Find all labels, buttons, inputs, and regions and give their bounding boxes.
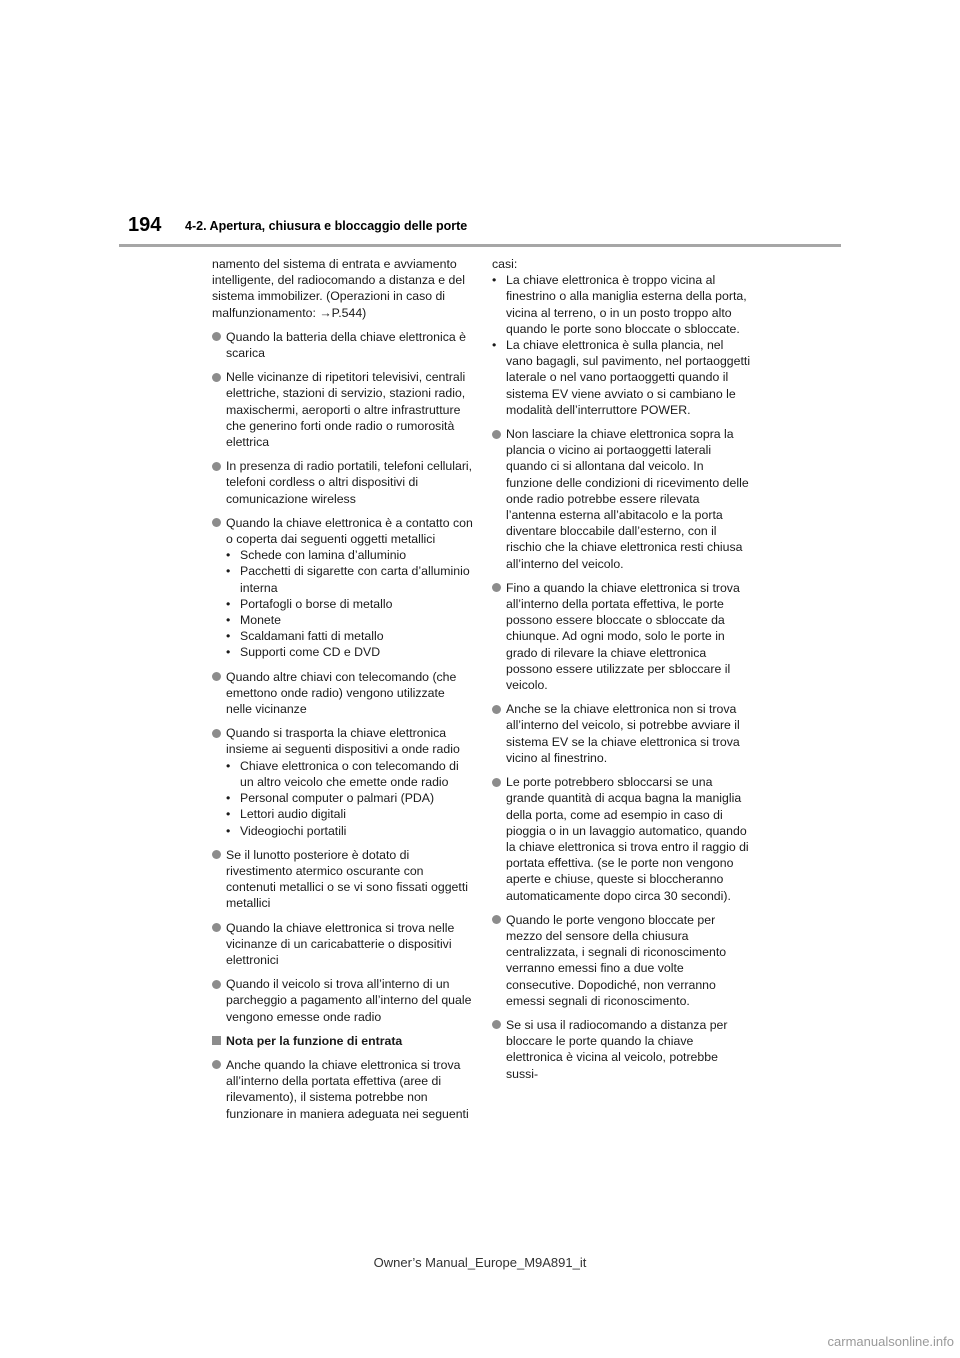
- square-bullet-icon: [212, 1036, 221, 1045]
- list-item: [212, 669, 474, 718]
- list-item-text: Quando la chiave elettronica si trova nelle vicinanze di un caricabatterie o dispositivi elettronici: [226, 920, 455, 967]
- sub-list-item: • Personal computer o palmari (PDA): [226, 791, 435, 806]
- watermark: carmanualsonline.info: [827, 1334, 954, 1349]
- list-item-text: Le porte potrebbero sbloccarsi se una grande quantità di acqua bagna la maniglia della porta, come ad esempio in caso di pioggia o in un lavaggio automatico, quando la chiave elettronica si trova entro il raggio di portata effettiva. (se le porte non vengono aperte e chiuse, queste si bloccheranno automaticamente dopo circa 30 secondi).: [506, 775, 749, 903]
- list-item-text: Nelle vicinanze di ripetitori televisivi, centrali elettriche, stazioni di servizio, stazioni radio, maxischermi, aeroporti o altre infrastrutture che generino forti onde radio o rumorosità elettrica: [226, 370, 466, 450]
- sub-list: [226, 547, 474, 660]
- bullet-dot-icon: [212, 462, 221, 471]
- bullet-dot-icon: [212, 1060, 221, 1069]
- sub-list: [226, 758, 474, 839]
- list-item: [212, 847, 474, 912]
- list-item-text: In presenza di radio portatili, telefoni cellulari, telefoni cordless o altri dispositivi di comunicazione wireless: [226, 459, 473, 506]
- sub-list-item: • Lettori audio digitali: [226, 807, 346, 822]
- bullet-dot-icon: [212, 672, 221, 681]
- list-item: [212, 920, 474, 969]
- bullet-dot-icon: [212, 518, 221, 527]
- list-item-text: Anche quando la chiave elettronica si trova all’interno della portata effettiva (aree di rilevamento), il sistema potrebbe non funzionare in maniera adeguata nei seguenti: [226, 1057, 469, 1121]
- bullet-dot-icon: [492, 705, 501, 714]
- subsection-heading-text: Nota per la funzione di entrata: [226, 1033, 403, 1048]
- right-column: [492, 256, 752, 1082]
- sub-list-item: • La chiave elettronica è troppo vicina al finestrino o alla maniglia esterna della porta, vicina al terreno, o in un posto troppo alto quando le porte sono bloccate o sbloccate.: [492, 273, 747, 336]
- sub-list-item: • La chiave elettronica è sulla plancia, nel vano bagagli, sul pavimento, nel portaoggetti laterale o nel vano portaoggetti quando il sistema EV viene avviato o si cambiano le modalità dell’interruttore POWER.: [492, 338, 751, 417]
- bullet-dot-icon: [492, 583, 501, 592]
- list-item-text: Quando la batteria della chiave elettronica è scarica: [226, 329, 466, 361]
- sub-list-item: • Chiave elettronica o con telecomando di un altro veicolo che emette onde radio: [226, 758, 459, 789]
- sub-list-item: • Pacchetti di sigarette con carta d’alluminio interna: [226, 564, 470, 595]
- sub-list-item: • Supporti come CD e DVD: [226, 645, 381, 660]
- list-item: [492, 701, 752, 766]
- bullet-dot-icon: [212, 729, 221, 738]
- list-item: [212, 725, 474, 838]
- list-item: [212, 1057, 474, 1122]
- list-item-text: Non lasciare la chiave elettronica sopra la plancia o vicino ai portaoggetti laterali quando ci si allontana dal veicolo. In funzione delle condizioni di ricevimento delle onde radio potrebbe essere rilevata l’antenna esterna all’abitacolo e la porta diventare bloccabile dall’esterno, con il rischio che la chiave elettronica resti chiusa all’interno del veicolo.: [506, 427, 749, 571]
- header-rule: [119, 244, 841, 247]
- list-item: [212, 515, 474, 661]
- list-item-text: Quando la chiave elettronica è a contatto con o coperta dai seguenti oggetti metallici: [226, 515, 473, 547]
- footer-manual-name: Owner’s Manual_Europe_M9A891_it: [373, 1255, 587, 1270]
- list-item: [492, 426, 752, 572]
- section-title: 4-2. Apertura, chiusura e bloccaggio delle porte: [185, 219, 468, 233]
- list-item-text: Quando il veicolo si trova all’interno di un parcheggio a pagamento all’interno del quale vengono emesse onde radio: [226, 977, 472, 1024]
- bullet-dot-icon: [212, 980, 221, 989]
- left-intro-paragraph: namento del sistema di entrata e avviamento intelligente, del radiocomando a distanza e del sistema immobilizer. (Operazioni in caso di malfunzionamento: →P.544): [212, 257, 465, 320]
- list-item: [492, 912, 752, 1009]
- bullet-dot-icon: [212, 373, 221, 382]
- bullet-dot-icon: [492, 430, 501, 439]
- sub-list-item: • Schede con lamina d’alluminio: [226, 548, 407, 563]
- sub-list-item: • Portafogli o borse di metallo: [226, 596, 393, 611]
- bullet-dot-icon: [212, 850, 221, 859]
- sub-list-item: • Monete: [226, 613, 282, 628]
- right-intro-paragraph: casi:: [492, 257, 518, 271]
- list-item-text: Fino a quando la chiave elettronica si trova all’interno della portata effettiva, le porte possono essere bloccate o sbloccate da chiunque. Ad ogni modo, solo le porte in grado di rilevare la chiave elettronica possono essere utilizzate per sbloccare il veicolo.: [506, 580, 740, 693]
- list-item: [492, 774, 752, 904]
- list-item: [212, 329, 474, 361]
- bullet-dot-icon: [212, 923, 221, 932]
- list-item: [212, 458, 474, 507]
- sub-list-item: • Videogiochi portatili: [226, 823, 347, 838]
- bullet-dot-icon: [492, 915, 501, 924]
- list-item: [492, 1017, 752, 1082]
- bullet-dot-icon: [492, 778, 501, 787]
- list-item: [492, 580, 752, 693]
- list-item-text: Anche se la chiave elettronica non si trova all’interno del veicolo, si potrebbe avviare il sistema EV se la chiave elettronica si trova vicino al finestrino.: [506, 702, 740, 765]
- subsection-heading: [212, 1033, 474, 1049]
- page-number: 194: [128, 214, 162, 236]
- bullet-dot-icon: [492, 1020, 501, 1029]
- list-item-text: Se il lunotto posteriore è dotato di rivestimento atermico oscurante con contenuti metallici o se vi sono fissati oggetti metallici: [226, 847, 468, 911]
- list-item: [212, 976, 474, 1025]
- list-item-text: Quando altre chiavi con telecomando (che emettono onde radio) vengono utilizzate nelle vicinanze: [226, 669, 457, 717]
- list-item-text: Quando si trasporta la chiave elettronica insieme ai seguenti dispositivi a onde radio: [226, 726, 460, 757]
- list-item: [212, 369, 474, 450]
- sub-list: [492, 272, 752, 418]
- list-item-text: Se si usa il radiocomando a distanza per bloccare le porte quando la chiave elettronica è vicina al veicolo, potrebbe sussi-: [506, 1017, 728, 1081]
- bullet-dot-icon: [212, 332, 221, 341]
- sub-list-item: • Scaldamani fatti di metallo: [226, 629, 384, 644]
- left-column: [212, 256, 474, 1122]
- list-item-text: Quando le porte vengono bloccate per mezzo del sensore della chiusura centralizzata, i segnali di riconoscimento verranno emessi fino a due volte consecutive. Dopodiché, non verranno emessi segnali di riconoscimento.: [506, 912, 727, 1008]
